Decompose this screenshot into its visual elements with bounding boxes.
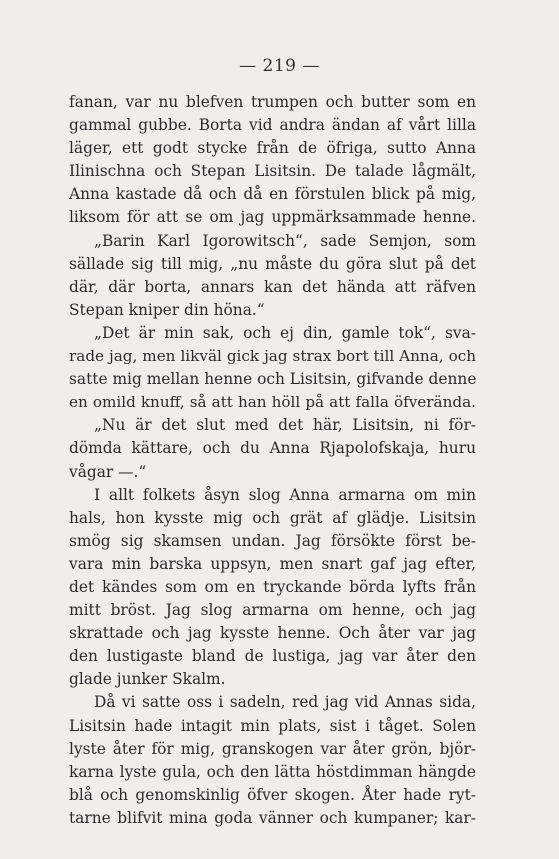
text-line: liksom för att se om jag uppmärksammade henne. bbox=[69, 208, 476, 227]
text-line: satte mig mellan henne och Lisitsin, gifvande denne bbox=[69, 370, 477, 389]
text-line: hals, hon kysste mig och grät af glädje. Lisitsin bbox=[69, 508, 476, 527]
text-line: Då vi satte oss i sadeln, red jag vid Annas sida, bbox=[94, 693, 476, 712]
text-line: där, där borta, annars kan det hända att räfven bbox=[69, 277, 476, 296]
text-line: Stepan kniper din höna.“ bbox=[69, 300, 265, 319]
text-line: smög sig skamsen undan. Jag försökte först be- bbox=[69, 531, 476, 550]
text-line: dömda kättare, och du Anna Rjapolofskaja, huru bbox=[69, 439, 476, 458]
text-line: fanan, var nu blefven trumpen och butter som en bbox=[69, 93, 476, 111]
text-line: glade junker Skalm. bbox=[69, 670, 226, 689]
text-line: det kändes som om en tryckande börda lyfts från bbox=[69, 577, 476, 596]
page-number: — 219 — bbox=[239, 56, 320, 76]
text-line: vara min barska uppsyn, men snart gaf jag efter, bbox=[69, 554, 476, 573]
text-line: vågar —.“ bbox=[69, 462, 147, 481]
body-text bbox=[69, 91, 476, 830]
text-line: rade jag, men likväl gick jag strax bort till Anna, och bbox=[69, 347, 476, 366]
text-line: I allt folkets åsyn slog Anna armarna om min bbox=[94, 485, 476, 504]
text-line: karna lyste gula, och den lätta höstdimman hängde bbox=[69, 762, 476, 781]
text-line: Ilinischna och Stepan Lisitsin. De talade lågmält, bbox=[69, 162, 476, 181]
text-line: mitt bröst. Jag slog armarna om henne, och jag bbox=[69, 601, 476, 620]
text-line: sällade sig till mig, „nu måste du göra slut på det bbox=[69, 254, 476, 273]
text-line: „Det är min sak, och ej din, gamle tok“, sva- bbox=[94, 323, 476, 342]
text-line: lyste åter för mig, granskogen var åter grön, björ- bbox=[69, 739, 476, 758]
text-line: den lustigaste bland de lustiga, jag var åter den bbox=[69, 647, 476, 666]
text-line: blå och genomskinlig öfver skogen. Åter hade ryt- bbox=[69, 785, 476, 804]
text-line: tarne blifvit mina goda vänner och kumpaner; kar- bbox=[69, 808, 476, 827]
text-line: skrattade och jag kysste henne. Och åter var jag bbox=[69, 624, 476, 643]
text-line: Lisitsin hade intagit min plats, sist i tåget. Solen bbox=[69, 716, 476, 735]
text-line: läger, ett godt stycke från de öfriga, sutto Anna bbox=[69, 139, 476, 158]
text-line: en omild knuff, så att han höll på att falla öfverända. bbox=[69, 393, 476, 412]
text-line: „Nu är det slut med det här, Lisitsin, ni för- bbox=[94, 416, 476, 435]
text-line: „Barin Karl Igorowitsch“, sade Semjon, som bbox=[94, 231, 476, 250]
text-line: Anna kastade då och då en förstulen blick på mig, bbox=[69, 185, 476, 204]
text-line: gammal gubbe. Borta vid andra ändan af vårt lilla bbox=[69, 116, 476, 135]
